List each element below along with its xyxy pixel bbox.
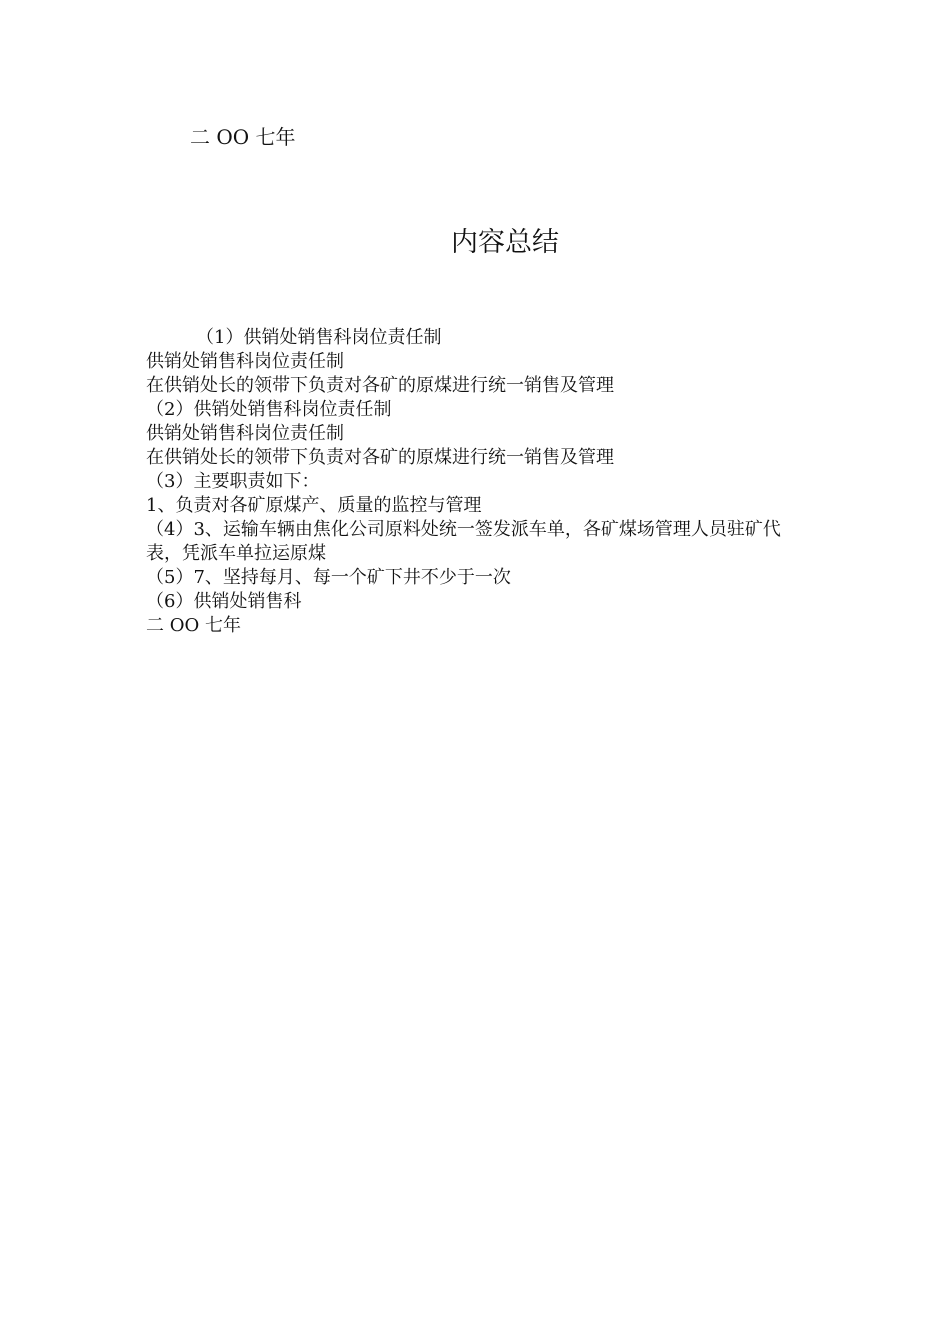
header-date: 二 OO 七年 <box>190 125 296 149</box>
summary-title: 内容总结 <box>451 227 559 258</box>
summary-line: 在供销处长的领带下负责对各矿的原煤进行统一销售及管理 <box>146 447 614 468</box>
summary-line: （5）7、坚持每月、每一个矿下井不少于一次 <box>146 567 511 588</box>
summary-line: （3）主要职责如下： <box>146 471 320 492</box>
summary-line: （6）供销处销售科 <box>146 591 302 612</box>
summary-line: （1）供销处销售科岗位责任制 <box>196 327 442 348</box>
summary-line: （4）3、运输车辆由焦化公司原料处统一签发派车单，各矿煤场管理人员驻矿代表，凭派车单拉运原煤 <box>146 519 781 564</box>
summary-line: 供销处销售科岗位责任制 <box>146 423 344 444</box>
summary-line: 二 OO 七年 <box>146 615 241 636</box>
summary-line: 在供销处长的领带下负责对各矿的原煤进行统一销售及管理 <box>146 375 614 396</box>
summary-line: 供销处销售科岗位责任制 <box>146 351 344 372</box>
summary-body <box>146 326 806 638</box>
summary-line: 1、负责对各矿原煤产、质量的监控与管理 <box>146 495 482 516</box>
summary-line: （2）供销处销售科岗位责任制 <box>146 399 392 420</box>
